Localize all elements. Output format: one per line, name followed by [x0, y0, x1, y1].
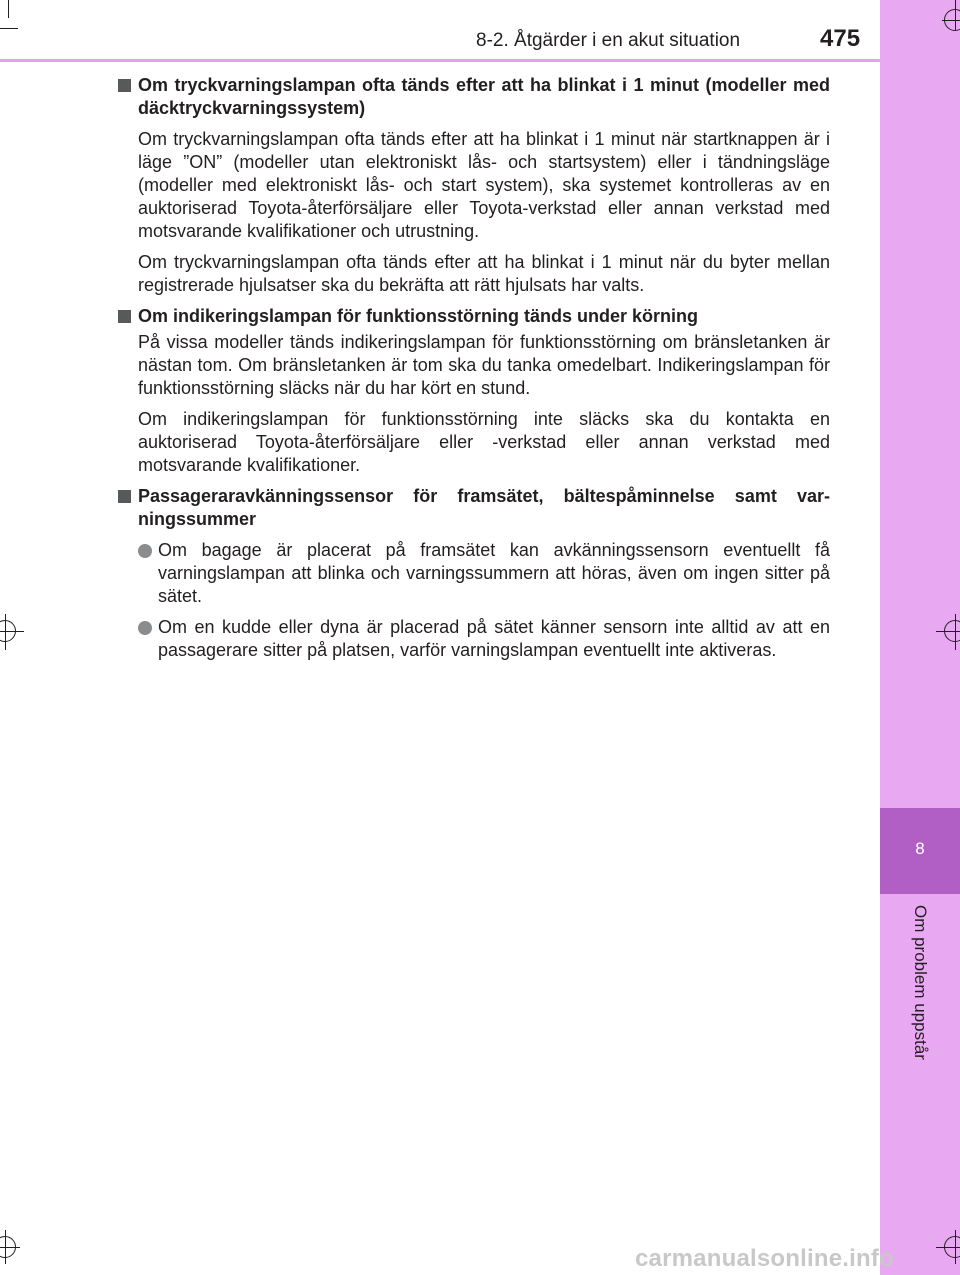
section-heading: Passageraravkänningssensor för framsätet, bältespåminnelse samt varningssummer	[138, 486, 830, 529]
paragraph: Om tryckvarningslampan ofta tänds efter att ha blinkat i 1 minut när startknappen är i läge ”ON” (modeller utan elektroniskt lås- och startsystem) eller i tändningsläge (modeller med elektroniskt lås- och start system), ska systemet kontrolleras av en auktoriserad Toyota-återförsäljare eller Toyota-verkstad eller annan verkstad med motsvarande kvalifikationer och utrustning.	[138, 129, 830, 241]
chapter-number: 8	[915, 839, 925, 858]
bullet-dot-icon	[138, 621, 152, 635]
section-malfunction-indicator	[118, 305, 830, 477]
paragraph: På vissa modeller tänds indikeringslampan för funktionsstörning om bränsletanken är nästan tom. Om bränsletanken är tom ska du tanka omedelbart. Indikeringslampan för funktionsstörning släcks när du har kört en stund.	[138, 332, 830, 398]
page-number: 475	[820, 25, 861, 52]
watermark: carmanualsonline.info	[635, 1245, 894, 1272]
page-content	[118, 74, 830, 670]
section-square-icon	[118, 490, 131, 503]
chapter-tab-top	[880, 0, 960, 808]
chapter-title: Om problem uppstår	[911, 905, 930, 1060]
running-header: 8-2. Åtgärder i en akut situation	[476, 30, 741, 51]
section-passenger-sensor	[118, 485, 830, 662]
section-heading: Om indikeringslampan för funktionsstörning tänds under körning	[138, 306, 699, 326]
paragraph: Om indikeringslampan för funktionsstörning inte släcks ska du kontakta en auktoriserad Toyota-återförsäljare eller -verkstad eller annan verkstad med motsvarande kvalifikationer.	[138, 409, 830, 475]
section-tire-pressure-warning	[118, 74, 830, 297]
list-item	[138, 539, 830, 608]
section-square-icon	[118, 79, 131, 92]
list-item-text: Om en kudde eller dyna är placerad på sätet känner sensorn inte alltid av att en passagerare sitter på platsen, varför varningslampan eventuellt inte aktiveras.	[158, 617, 830, 660]
paragraph: Om tryckvarningslampan ofta tänds efter att ha blinkat i 1 minut när du byter mellan registrerade hjulsatser ska du bekräfta att rätt hjulsats har valts.	[138, 252, 830, 295]
section-heading: Om tryckvarningslampan ofta tänds efter att ha blinkat i 1 minut (modeller med däcktryckvarningssystem)	[138, 75, 830, 118]
list-item-text: Om bagage är placerat på framsätet kan avkänningssensorn eventuellt få varningslampan att blinka och varningssummern att höras, även om ingen sitter på sätet.	[158, 540, 830, 606]
section-square-icon	[118, 310, 131, 323]
bullet-dot-icon	[138, 544, 152, 558]
chapter-title-vertical	[898, 905, 930, 1060]
header-rule	[0, 59, 880, 62]
list-item	[138, 616, 830, 662]
